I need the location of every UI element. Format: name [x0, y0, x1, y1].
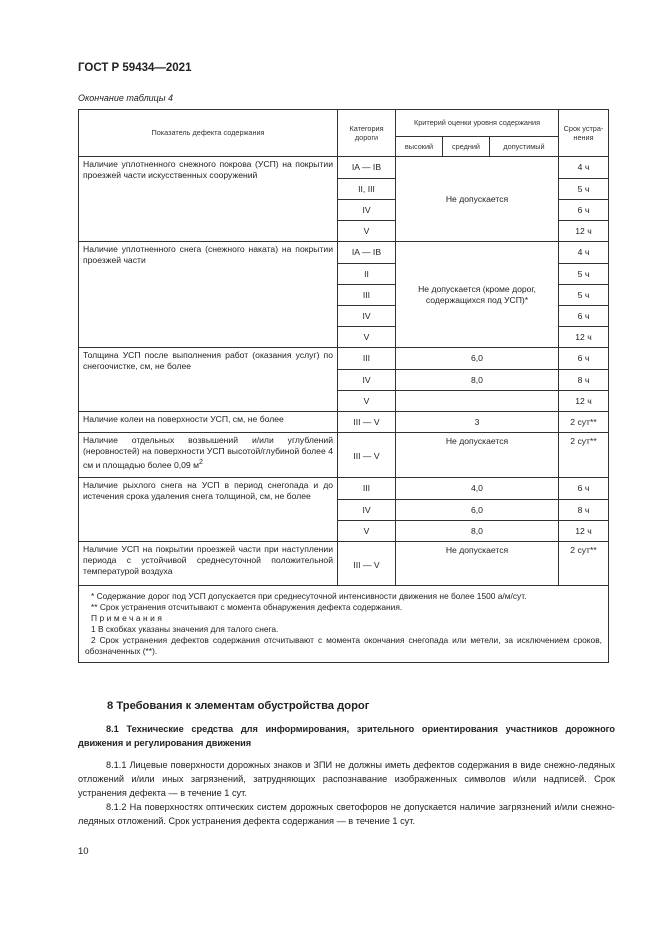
- table-row: [79, 157, 609, 179]
- category-cell: IV: [338, 370, 396, 391]
- subsection-title: 8.1 Технические средства для информирования, зрительного ориентирования участников дорожного движения и регулирования движения: [78, 724, 615, 749]
- page-number: 10: [78, 846, 89, 857]
- category-cell: V: [338, 221, 396, 242]
- term-cell: 2 сут**: [559, 433, 609, 478]
- indicator-cell: Наличие УСП на покрытии проезжей части при наступлении периода с устойчивой среднесуточной положительной температурой воздуха: [79, 542, 338, 586]
- category-cell: V: [338, 391, 396, 412]
- category-cell: IA — IB: [338, 242, 396, 264]
- term-cell: 6 ч: [559, 200, 609, 221]
- term-cell: 12 ч: [559, 391, 609, 412]
- term-cell: 5 ч: [559, 264, 609, 285]
- term-cell: 8 ч: [559, 370, 609, 391]
- category-cell: V: [338, 327, 396, 348]
- category-cell: III: [338, 348, 396, 370]
- criterion-cell: Не допускается: [396, 433, 559, 478]
- header-term: Срок устра-нения: [559, 110, 609, 157]
- term-cell: 2 сут**: [559, 542, 609, 586]
- term-cell: 5 ч: [559, 179, 609, 200]
- paragraph-8-1-1: 8.1.1 Лицевые поверхности дорожных знаков и ЗПИ не должны иметь дефектов содержания в виде снежно-ледяных отложений и/или иных загрязнений, затрудняющих распознавание изображенных символов и/или надписей. Срок устранения дефекта — в течение 1 сут.: [78, 760, 615, 799]
- table-row: [79, 412, 609, 433]
- table-row: [79, 542, 609, 586]
- category-cell: IA — IB: [338, 157, 396, 179]
- note-footnote-2: ** Срок устранения отсчитывают с момента обнаружения дефекта содержания.: [91, 602, 403, 612]
- category-cell: III: [338, 285, 396, 306]
- paragraph-8-1-2: 8.1.2 На поверхностях оптических систем дорожных светофоров не допускается наличие загрязнений и/или снежно-ледяных отложений. Срок устранения дефекта содержания — в течение 1 сут.: [78, 802, 615, 827]
- category-cell: II, III: [338, 179, 396, 200]
- criterion-cell: 6,0: [396, 500, 559, 521]
- table-row: [79, 478, 609, 500]
- table-row: [79, 242, 609, 264]
- term-cell: 12 ч: [559, 221, 609, 242]
- document-header: ГОСТ Р 59434—2021: [78, 62, 192, 74]
- term-cell: 12 ч: [559, 521, 609, 542]
- term-cell: 12 ч: [559, 327, 609, 348]
- criterion-cell: 8,0: [396, 370, 559, 391]
- criterion-cell: 4,0: [396, 478, 559, 500]
- criterion-cell: 6,0: [396, 348, 559, 370]
- header-category: Категория дороги: [338, 110, 396, 157]
- category-cell: III — V: [338, 433, 396, 478]
- table-row: [79, 433, 609, 478]
- section-title: 8 Требования к элементам обустройства дорог: [107, 700, 370, 712]
- header-acceptable: допустимый: [490, 137, 559, 157]
- indicator-cell: [79, 433, 338, 478]
- category-cell: III: [338, 478, 396, 500]
- indicator-cell: Наличие рыхлого снега на УСП в период снегопада и до истечения срока удаления снега толщиной, см, не более: [79, 478, 338, 542]
- criterion-cell: [396, 391, 559, 412]
- criterion-cell: Не допускается: [396, 542, 559, 586]
- category-cell: IV: [338, 500, 396, 521]
- term-cell: 8 ч: [559, 500, 609, 521]
- category-cell: II: [338, 264, 396, 285]
- table-row: [79, 348, 609, 370]
- note-footnote-1: * Содержание дорог под УСП допускается при среднесуточной интенсивности движения не более 1500 а/м/сут.: [91, 591, 527, 601]
- term-cell: 2 сут**: [559, 412, 609, 433]
- note-2: 2 Срок устранения дефектов содержания отсчитывают с момента окончания снегопада или метели, за исключением сроков, обозначенных (**).: [85, 635, 602, 656]
- header-high: высокий: [396, 137, 443, 157]
- indicator-text: Наличие отдельных возвышений и/или углублений (неровностей) на поверхности УСП высотой/глубиной более 4 см и площадью более 0,09 м: [83, 435, 333, 470]
- notes-row: [79, 586, 609, 663]
- category-cell: IV: [338, 306, 396, 327]
- criterion-cell: 3: [396, 412, 559, 433]
- header-medium: средний: [443, 137, 490, 157]
- criterion-cell: 8,0: [396, 521, 559, 542]
- term-cell: 6 ч: [559, 348, 609, 370]
- table-caption: Окончание таблицы 4: [78, 93, 173, 103]
- category-cell: III — V: [338, 542, 396, 586]
- indicator-cell: Наличие уплотненного снега (снежного наката) на покрытии проезжей части: [79, 242, 338, 348]
- category-cell: IV: [338, 200, 396, 221]
- category-cell: III — V: [338, 412, 396, 433]
- term-cell: 5 ч: [559, 285, 609, 306]
- indicator-cell: Наличие уплотненного снежного покрова (УСП) на покрытии проезжей части искусственных сооружений: [79, 157, 338, 242]
- indicator-cell: Наличие колеи на поверхности УСП, см, не более: [79, 412, 338, 433]
- table-notes: [79, 586, 609, 663]
- term-cell: 4 ч: [559, 242, 609, 264]
- indicator-superscript: 2: [199, 458, 203, 466]
- indicator-cell: Толщина УСП после выполнения работ (оказания услуг) по снегоочистке, см, не более: [79, 348, 338, 412]
- defects-table: [78, 109, 609, 663]
- header-indicator: Показатель дефекта содержания: [79, 110, 338, 157]
- term-cell: 6 ч: [559, 306, 609, 327]
- criterion-cell: Не допускается: [396, 157, 559, 242]
- criterion-cell: Не допускается (кроме дорог, содержащихся под УСП)*: [396, 242, 559, 348]
- header-criterion: Критерий оценки уровня содержания: [396, 110, 559, 137]
- term-cell: 6 ч: [559, 478, 609, 500]
- note-1: 1 В скобках указаны значения для талого снега.: [91, 624, 279, 634]
- category-cell: V: [338, 521, 396, 542]
- notes-label: Примечания: [91, 613, 165, 623]
- term-cell: 4 ч: [559, 157, 609, 179]
